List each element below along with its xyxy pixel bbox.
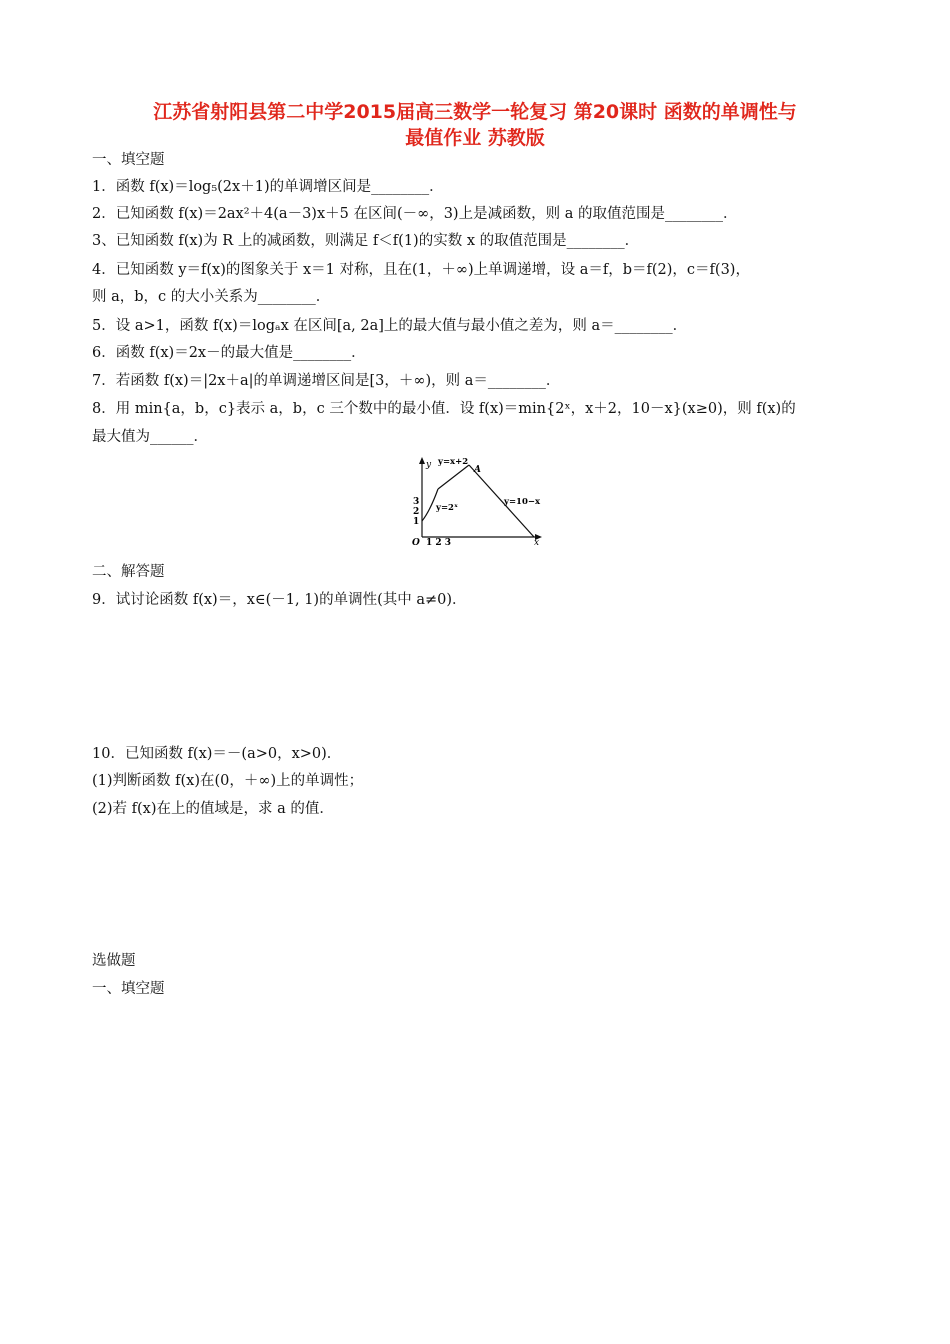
ytick-3: 3 [413,497,420,507]
question-4-line2: 则 a，b，c 的大小关系为________． [92,289,331,305]
y-axis-arrow [419,457,425,464]
section-heading-solutions: 二、解答题 [92,564,165,580]
question-2: 2．已知函数 f(x)＝2ax²＋4(a－3)x＋5 在区间(－∞，3)上是减函数，则 a 的取值范围是________． [92,206,738,222]
question-4-line1: 4．已知函数 y＝f(x)的图象关于 x＝1 对称，且在(1，＋∞)上单调递增，设 a＝f，b＝f(2)，c＝f(3)， [92,262,750,278]
question-10: 10．已知函数 f(x)＝－(a>0，x>0)． [92,746,342,762]
question-10-part2: (2)若 f(x)在上的值域是，求 a 的值． [92,801,334,817]
question-5: 5．设 a>1，函数 f(x)＝logₐx 在区间[a, 2a]上的最大值与最小值之差为，则 a＝________． [92,318,688,334]
label-curve-10-minus-x: y=10−x [504,497,541,507]
question-6: 6．函数 f(x)＝2x－的最大值是________． [92,345,366,361]
label-curve-2-pow-x: y=2ˣ [436,503,459,513]
curve-y-x-plus-2 [438,465,469,489]
document-title-line2: 最值作业 苏教版 [405,127,545,149]
section-heading-optional: 选做题 [92,953,136,969]
label-point-A: A [474,465,481,475]
question-9: 9．试讨论函数 f(x)＝，x∈(－1, 1)的单调性(其中 a≠0)． [92,592,467,608]
label-origin: O [412,538,420,547]
label-curve-x-plus-2: y=x+2 [438,457,469,467]
label-x: x [534,538,540,547]
question-8-line1: 8．用 min{a，b，c}表示 a，b，c 三个数中的最小值．设 f(x)＝min{2ˣ，x＋2，10－x}(x≥0)，则 f(x)的 [92,401,796,417]
ytick-2: 2 [413,507,420,517]
label-y: y [426,460,432,470]
section-heading-fill-in: 一、填空题 [92,152,165,168]
document-title-line1: 江苏省射阳县第二中学2015届高三数学一轮复习 第20课时 函数的单调性与 [153,101,797,123]
question-1: 1．函数 f(x)＝log₅(2x＋1)的单调增区间是________． [92,179,444,195]
ytick-1: 1 [413,517,420,527]
question-7: 7．若函数 f(x)＝|2x＋a|的单调递增区间是[3，＋∞)，则 a＝________． [92,373,561,389]
question-10-part1: (1)判断函数 f(x)在(0，＋∞)上的单调性； [92,773,364,789]
question-8-line2: 最大值为______． [92,429,208,445]
function-graph-figure [410,455,560,547]
section-heading-fill-in-optional: 一、填空题 [92,981,165,997]
question-3: 3、已知函数 f(x)为 R 上的减函数，则满足 f＜f(1)的实数 x 的取值范围是________． [92,233,640,249]
xticks: 1 2 3 [426,538,452,547]
